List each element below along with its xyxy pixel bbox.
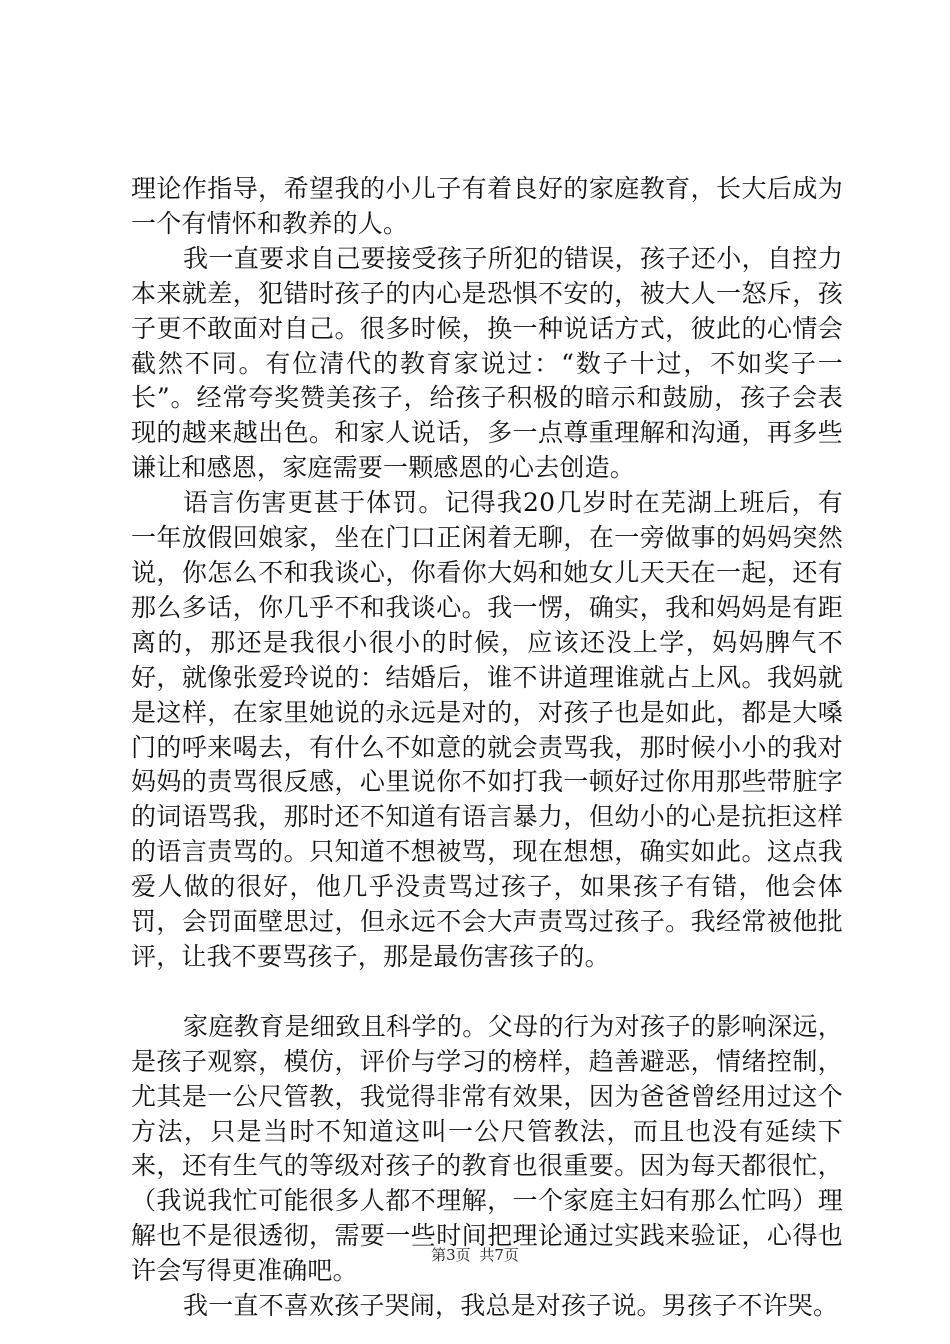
paragraph-3: 语言伤害更甚于体罚。记得我20几岁时在芜湖上班后，有一年放假回娘家，坐在门口正闲着无聊，在一旁做事的妈妈突然说，你怎么不和我谈心，你看你大妈和她女儿天天在一起，还有那么多话，你几乎不和我谈心。我一愣，确实，我和妈妈是有距离的，那还是我很小很小的时候，应该还没上学，妈妈脾气不好，就像张爱玲说的：结婚后，谁不讲道理谁就占上风。我妈就是这样，在家里她说的永远是对的，对孩子也是如此，都是大嗓门的呼来喝去，有什么不如意的就会责骂我，那时候小小的我对妈妈的责骂很反感，心里说你不如打我一顿好过你用那些带脏字的词语骂我，那时还不知道有语言暴力，但幼小的心是抗拒这样的语言责骂的。只知道不想被骂，现在想想，确实如此。这点我爱人做的很好，他几乎没责骂过孩子，如果孩子有错，他会体罚，会罚面壁思过，但永远不会大声责骂过孩子。我经常被他批评，让我不要骂孩子，那是最伤害孩子的。: [131, 488, 843, 971]
paragraph-2: 我一直要求自己要接受孩子所犯的错误，孩子还小，自控力本来就差，犯错时孩子的内心是恐惧不安的，被大人一怒斥，孩子更不敢面对自己。很多时候，换一种说话方式，彼此的心情会截然不同。有位清代的教育家说过：“数子十过，不如奖子一长”。经常夸奖赞美孩子，给孩子积极的暗示和鼓励，孩子会表现的越来越出色。和家人说话，多一点尊重理解和沟通，再多些谦让和感恩，家庭需要一颗感恩的心去创造。: [131, 243, 843, 483]
paragraph-5: 我一直不喜欢孩子哭闹，我总是对孩子说。男孩子不许哭。: [183, 1291, 839, 1321]
paragraph-spacer: [131, 975, 843, 1010]
paragraph-4: 家庭教育是细致且科学的。父母的行为对孩子的影响深远，是孩子观察，模仿，评价与学习的榜样，趋善避恶，情绪控制，尤其是一公尺管教，我觉得非常有效果，因为爸爸曾经用过这个方法，只是当时不知道这叫一公尺管教法，而且也没有延续下来，还有生气的等级对孩子的教育也很重要。因为每天都很忙，（我说我忙可能很多人都不理解，一个家庭主妇有那么忙吗）理解也不是很透彻，需要一些时间把理论通过实践来验证，心得也许会写得更准确吧。: [131, 1011, 843, 1286]
page-total: 共7页: [479, 1246, 519, 1264]
paragraph-1: 理论作指导，希望我的小儿子有着良好的家庭教育，长大后成为一个有情怀和教养的人。: [131, 174, 843, 238]
document-body: [131, 172, 843, 1324]
page-number: 第3页: [431, 1246, 471, 1264]
page-footer: [0, 1244, 950, 1265]
